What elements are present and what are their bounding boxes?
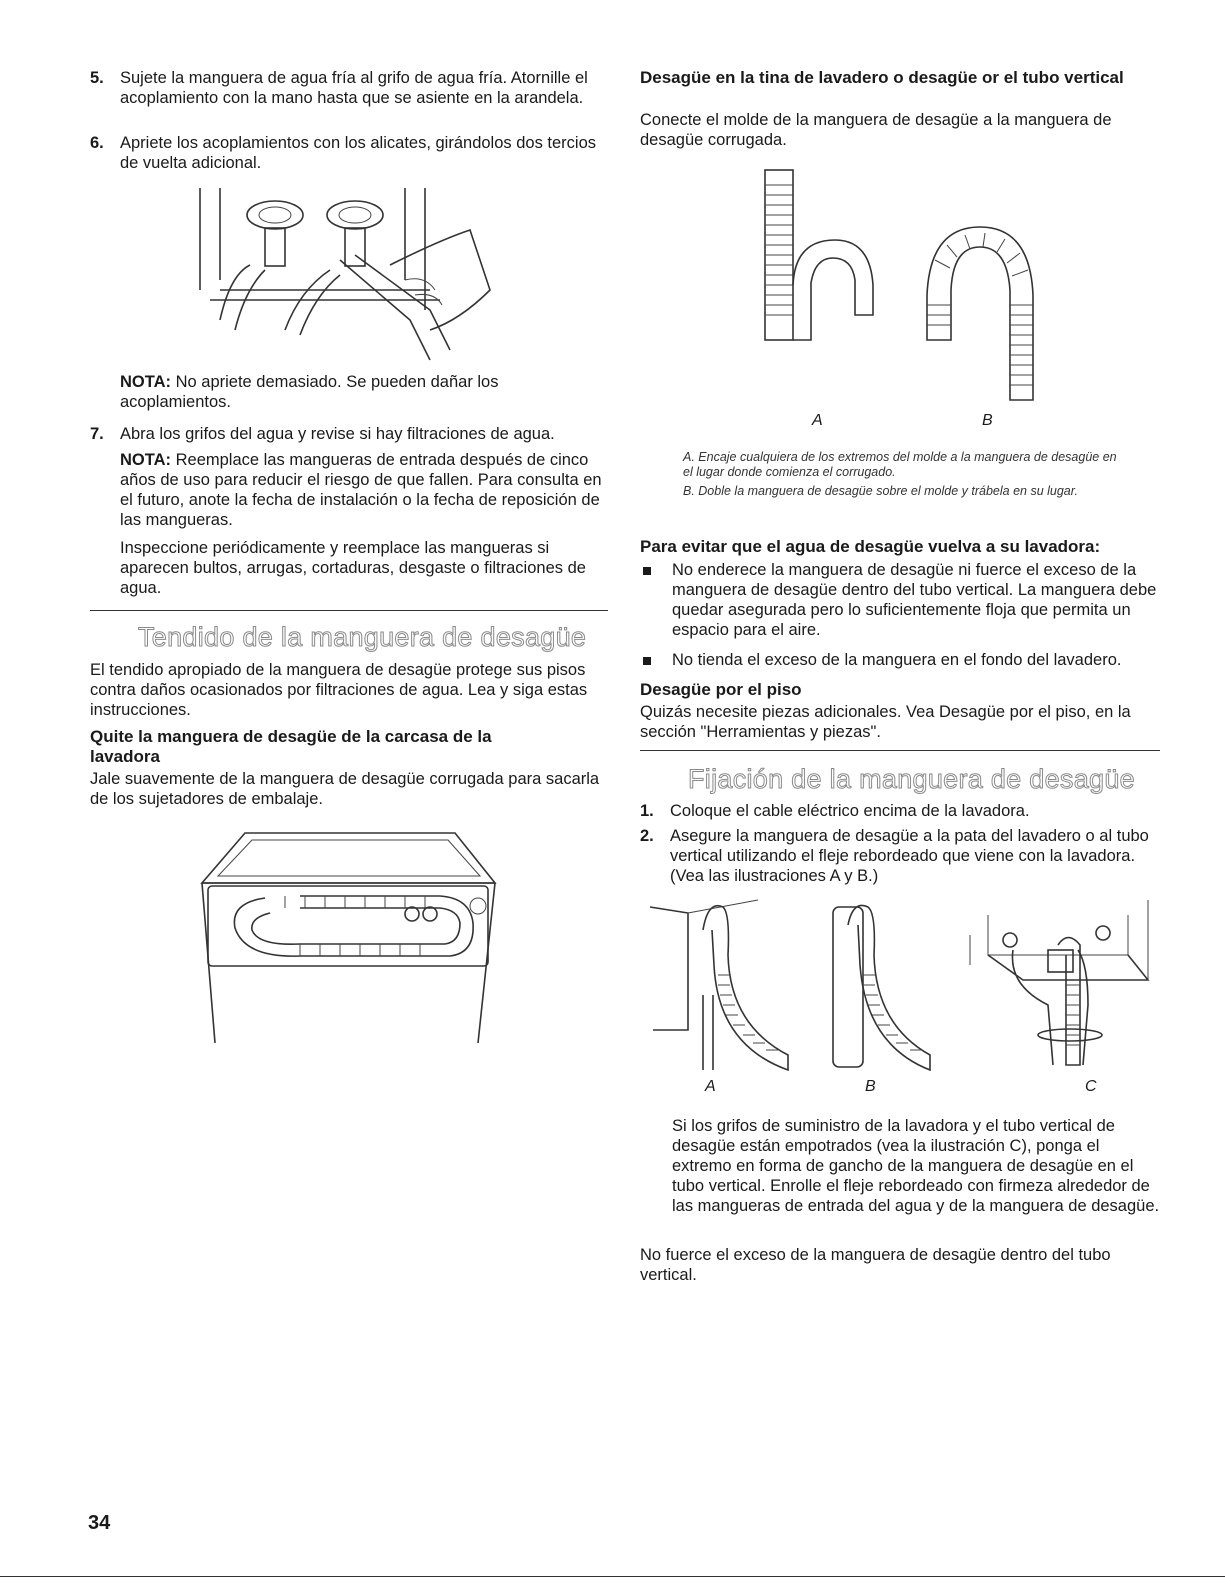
figure-label-b: B	[865, 1078, 876, 1095]
bullet-marker	[643, 657, 651, 665]
footer-rule	[0, 1576, 1225, 1577]
sub-text: Jale suavemente de la manguera de desagüe corrugada para sacarla de los sujetadores de embalaje.	[90, 770, 600, 808]
step-number: 5.	[90, 69, 104, 87]
step-5	[90, 68, 610, 108]
step-2	[640, 826, 1160, 886]
step-number: 7.	[90, 425, 104, 443]
faucet-pliers-illustration	[190, 180, 510, 370]
hose-attachment-illustrations	[648, 895, 1168, 1075]
page-number: 34	[88, 1512, 111, 1534]
section-divider	[90, 610, 608, 611]
step-text: Abra los grifos del agua y revise si hay filtraciones de agua.	[120, 425, 555, 443]
text-piso: Quizás necesite piezas adicionales. Vea Desagüe por el piso, en la sección "Herramientas y piezas".	[640, 703, 1131, 741]
sub-heading: Quite la manguera de desagüe de la carcasa de la lavadora	[90, 727, 492, 766]
step-text: Sujete la manguera de agua fría al grifo de agua fría. Atornille el acoplamiento con la mano hasta que se asiente en la arandela.	[120, 69, 588, 107]
nota-2	[120, 450, 610, 530]
nota-label: NOTA:	[120, 373, 172, 391]
drain-hose-mold-illustration	[755, 165, 1055, 415]
step-number: 2.	[640, 827, 654, 845]
section-title: Fijación de la manguera de desagüe	[688, 764, 1135, 794]
step-number: 1.	[640, 802, 654, 820]
step-1	[640, 801, 1160, 821]
step-text: Coloque el cable eléctrico encima de la lavadora.	[670, 802, 1030, 820]
step-6	[90, 133, 610, 173]
section-title: Tendido de la manguera de desagüe	[138, 622, 587, 652]
step-7	[90, 424, 610, 444]
caption-a: A. Encaje cualquiera de los extremos del molde a la manguera de desagüe en el lugar donde comienza el corrugado.	[683, 450, 1117, 479]
bullet-2: No tienda el exceso de la manguera en el fondo del lavadero.	[672, 651, 1122, 669]
figure-label-b: B	[982, 412, 993, 429]
heading-evitar: Para evitar que el agua de desagüe vuelva a su lavadora:	[640, 537, 1101, 556]
step-text: Apriete los acoplamientos con los alicates, girándolos dos tercios de vuelta adicional.	[120, 134, 597, 172]
warning-paragraph: No fuerce el exceso de la manguera de desagüe dentro del tubo vertical.	[640, 1246, 1111, 1284]
figure-label-a: A	[812, 412, 823, 429]
text-tina: Conecte el molde de la manguera de desagüe a la manguera de desagüe corrugada.	[640, 111, 1112, 149]
caption-b: B. Doble la manguera de desagüe sobre el molde y trábela en su lugar.	[683, 484, 1078, 498]
nota-label: NOTA:	[120, 451, 172, 469]
recessed-paragraph: Si los grifos de suministro de la lavadora y el tubo vertical de desagüe están empotrados (vea la ilustración C), ponga el extremo en forma de gancho de la manguera de desagüe en el tubo vertical. Enrolle el fleje rebordeado con firmeza alrededor de las mangueras de entrada del agua y de la manguera de desagüe.	[672, 1117, 1160, 1215]
step-number: 6.	[90, 134, 104, 152]
section-divider	[640, 750, 1160, 751]
heading-tina: Desagüe en la tina de lavadero o desagüe or el tubo vertical	[640, 68, 1124, 87]
nota-text: Reemplace las mangueras de entrada después de cinco años de uso para reducir el riesgo de que fallen. Para consulta en el futuro, anote la fecha de instalación o la fecha de reposición de las mangueras.	[120, 451, 602, 529]
nota-text: No apriete demasiado. Se pueden dañar los acoplamientos.	[120, 373, 499, 411]
nota-1	[120, 372, 610, 412]
figure-label-a: A	[705, 1078, 716, 1095]
intro-paragraph: El tendido apropiado de la manguera de desagüe protege sus pisos contra daños ocasionados por filtraciones de agua. Lea y siga estas instrucciones.	[90, 661, 588, 719]
bullet-marker	[643, 567, 651, 575]
heading-piso: Desagüe por el piso	[640, 680, 802, 699]
bullet-1: No enderece la manguera de desagüe ni fuerce el exceso de la manguera de desagüe dentro del tubo vertical. La manguera debe quedar asegurada pero lo suficientemente floja que permita un espacio para el aire.	[672, 561, 1157, 639]
step-text: Asegure la manguera de desagüe a la pata del lavadero o al tubo vertical utilizando el fleje rebordeado que viene con la lavadora. (Vea las ilustraciones A y B.)	[670, 827, 1149, 885]
inspect-paragraph: Inspeccione periódicamente y reemplace las mangueras si aparecen bultos, arrugas, cortaduras, desgaste o filtraciones de agua.	[120, 539, 586, 597]
figure-label-c: C	[1085, 1078, 1097, 1095]
washer-drain-hose-illustration	[190, 818, 510, 1048]
